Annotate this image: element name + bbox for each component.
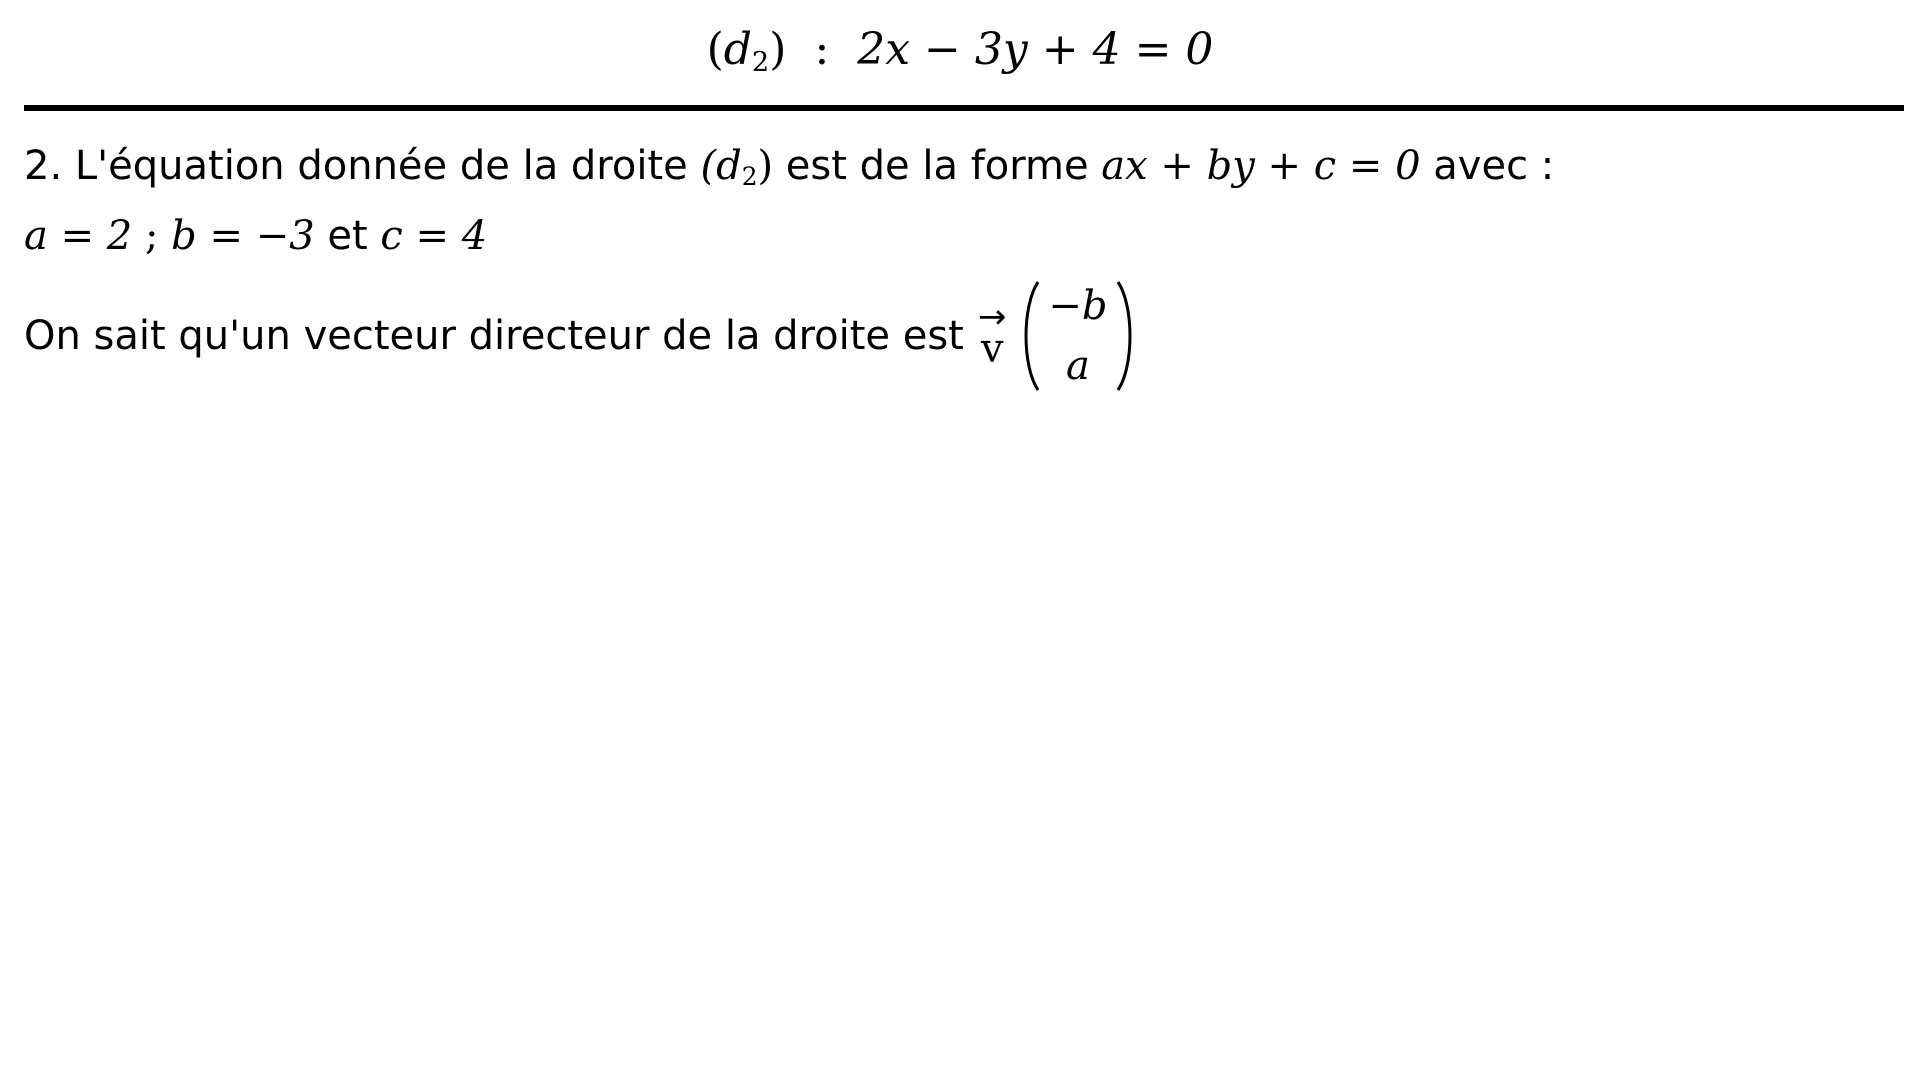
coef-b: b = −3 [171,213,315,259]
vector-component-column [1042,280,1113,392]
left-paren-icon [1018,280,1042,392]
header-d-subscript: 2 [751,46,770,78]
line1-prefix: 2. L'équation donnée de la droite [24,143,701,189]
line1-middle: est de la forme [773,143,1102,189]
vector-components [1018,280,1137,392]
header-d: d [723,24,752,75]
line1-suffix: avec : [1420,143,1555,189]
header-colon: : [814,24,830,75]
line1-general-form: ax + by + c = 0 [1101,143,1421,189]
line1-droite-d: (d [700,143,742,189]
coef-separator: ; [132,213,172,259]
line1-droite-subscript: 2 [741,162,758,192]
component-bottom: a [1066,343,1090,389]
line-equation-d2 [0,20,1920,93]
coef-a: a = 2 [24,213,133,259]
header-expression: 2x − 3y + 4 = 0 [857,24,1214,75]
paragraph-form-statement [24,136,1554,207]
line3-text: On sait qu'un vecteur directeur de la droite est [24,313,964,359]
component-top: −b [1048,283,1108,329]
line1-droite [700,143,774,192]
line1-droite-close: ) [757,143,774,189]
vector-v [977,297,1007,372]
right-paren-icon [1114,280,1138,392]
coef-et: et [314,213,381,259]
vector-arrow-icon: → [977,297,1007,337]
horizontal-divider [24,105,1904,111]
header-lparen: ( [706,24,724,75]
paragraph-direction-vector [24,272,1138,400]
vector-letter: v [980,326,1004,372]
paragraph-coefficients [24,206,487,266]
header-rparen: ) [769,24,787,75]
coef-c: c = 4 [380,213,488,259]
